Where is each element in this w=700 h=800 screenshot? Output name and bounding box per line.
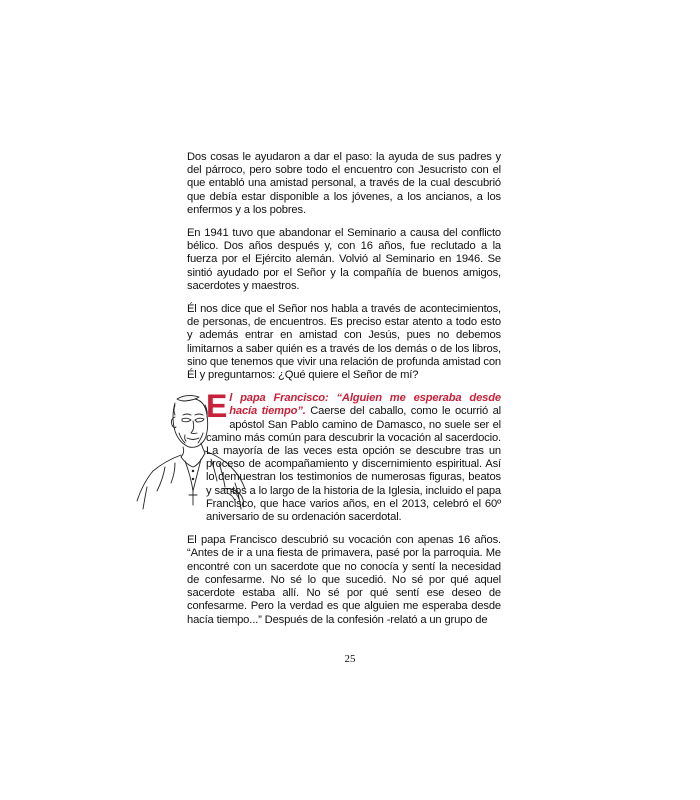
paragraph-3: Él nos dice que el Señor nos habla a través de acontecimientos, de personas, de encuentros. Es preciso estar atento a todo esto y además entrar en amistad con Jesús, pues no debemos limitarnos a saber quién es a través de los demás o de los libros, sino que tenemos que vivir una relación de profunda amistad con Él y preguntarnos: ¿Qué quiere el Señor de mí? — [187, 303, 501, 382]
section-lead: l papa Francisco: “Alguien me esperaba desde hacía tiempo”. — [229, 392, 501, 418]
pope-illustration — [135, 391, 202, 515]
page-number: 25 — [344, 653, 356, 665]
paragraph-2: En 1941 tuvo que abandonar el Seminario a causa del conflicto bélico. Dos años después y, con 16 años, fue reclutado a la fuerza por el Ejército alemán. Volvió al Seminario en 1946. Se sintió ayudado por el Señor y la compañía de buenos amigos, sacerdotes y maestros. — [187, 227, 501, 292]
section-text: Caerse del caballo, como le ocurrió al apóstol San Pablo camino de Damasco, no suele ser el camino más común para descubrir la vocación al sacerdocio. La mayoría de las veces esta opción se descubre tras un proceso de acompañamiento y discernimiento espiritual. Así lo demuestran los testimonios de numerosas figuras, beatos y santos a lo largo de la historia de la Iglesia, incluido el papa Francisco, que hace varios años, en el 2013, celebró el 60º aniversario de su ordenación sacerdotal. — [206, 405, 501, 524]
page-content — [187, 151, 501, 637]
drop-cap: E — [206, 388, 228, 425]
pope-francis-section — [187, 388, 501, 524]
section-body — [187, 388, 501, 524]
paragraph-closing: El papa Francisco descubrió su vocación con apenas 16 años. “Antes de ir a una fiesta de primavera, pasé por la parroquia. Me encontré con un sacerdote que no conocía y sentí la necesidad de confesarme. No sé lo que sucedió. No sé por qué aquel sacerdote estaba allí. No sé por qué sentí ese deseo de confesarme. Pero la verdad es que alguien me esperaba desde hacía tiempo...” Después de la confesión -relató a un grupo de — [187, 534, 501, 626]
paragraph-1: Dos cosas le ayudaron a dar el paso: la ayuda de sus padres y del párroco, pero sobre todo el encuentro con Jesucristo con el que entabló una amistad personal, a través de la cual descubrió que debía estar disponible a los jóvenes, a los ancianos, a los enfermos y a los pobres. — [187, 151, 501, 216]
